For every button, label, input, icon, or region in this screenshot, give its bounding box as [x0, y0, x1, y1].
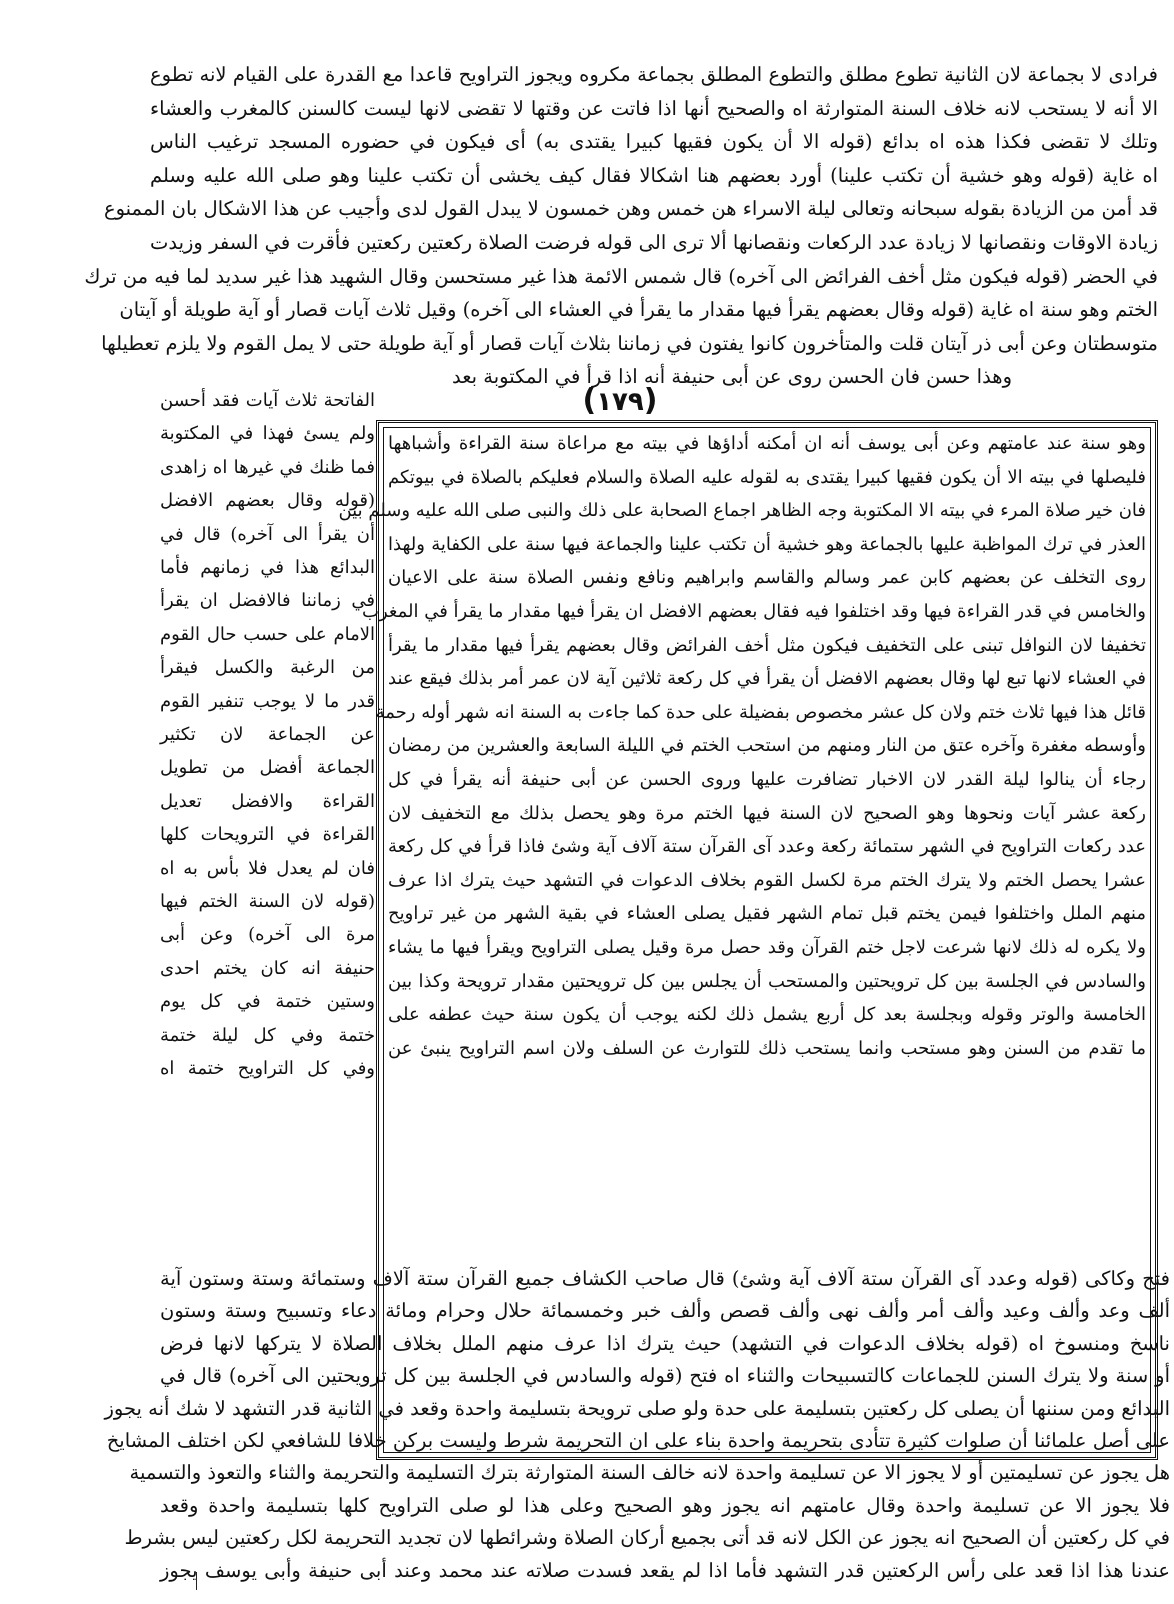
- side-text-line: أن يقرأ الى آخره) قال في: [160, 523, 375, 545]
- main-text-line: ولا يكره له ذلك لانها شرعت لاجل ختم القرآن وقد حصل مرة وقيل يصلى التراويح ويقرأ فيها ما يشاء: [388, 937, 1146, 958]
- main-text-line: وهو سنة عند عامتهم وعن أبى يوسف أنه ان أمكنه أداؤها في بيته مع مراعاة سنة القراءة وأشباهها: [388, 433, 1146, 454]
- top-text-line: في الحضر (قوله فيكون مثل أخف الفرائض الى آخره) قال شمس الائمة هذا غير مستحسن وقال الشهيد هذا غير سديد لما فيه من ترك: [84, 264, 1158, 288]
- main-text-line: وأوسطه مغفرة وآخره عتق من النار ومنهم من استحب الختم في الليلة السابعة والعشرين من رمضان: [388, 735, 1146, 757]
- bottom-text-line: فتح وكاكى (قوله وعدد آى القرآن ستة آلاف آية وشئ) قال صاحب الكشاف جميع القرآن ستة آلاف وستمائة وستة وستون آية: [160, 1267, 1170, 1290]
- side-text-line: (قوله لان السنة الختم فيها: [160, 891, 375, 912]
- main-text-line: والخامس في قدر القراءة فيها وقد اختلفوا فيه فقال بعضهم الافضل ان يقرأ فيها مقدار ما يقرأ في المغرب: [362, 601, 1146, 622]
- bottom-text-line: هل يجوز عن تسليمتين أو لا يجوز الا عن تسليمة واحدة لانه خالف السنة المتوارثة بترك التسليمة والتحريمة والثناء والتعوذ والتسمية: [129, 1461, 1170, 1485]
- main-text-line: العذر في ترك المواظبة عليها بالجماعة وهو خشية أن تكتب علينا والجماعة فيها سنة على الكفاية ولهذا: [388, 533, 1146, 555]
- bottom-text-line: عندنا هذا اذا قعد على رأس الركعتين قدر التشهد فأما اذا لم يقعد فسدت صلاته عند محمد وعند أبى حنيفة وأبى يوسف يجوز: [160, 1558, 1170, 1582]
- main-text-line: والسادس في الجلسة بين كل ترويحتين والمستحب أن يجلس بين كل ترويحتين مقدار ترويحة وكذا بين: [388, 970, 1146, 992]
- main-text-line: ركعة عشر آيات ونحوها وهو الصحيح لان السنة فيها الختم مرة وهو يحصل بذلك مع التخفيف لان: [388, 802, 1146, 824]
- side-text-line: وفي كل التراويح ختمة اه: [160, 1058, 375, 1079]
- top-text-line: متوسطتان وعن أبى ذر آيتان قلت والمتأخرون كانوا يفتون في زماننا بثلاث آيات قصار أو آية طويلة حتى لا يمل القوم ولا يلزم تعطيلها: [101, 331, 1158, 355]
- main-text-line: رجاء أن ينالوا ليلة القدر لان الاخبار تضافرت عليها وروى الحسن عن أبى حنيفة أنه يقرأ في كل: [388, 769, 1146, 790]
- side-text-line: ختمة وفي كل ليلة ختمة: [160, 1024, 375, 1046]
- top-text-line: قد أمن من الزيادة بقوله سبحانه وتعالى ليلة الاسراء هن خمس وهن خمسون لا يبدل القول لدى وأجيب عن هذا الاشكال بان الممنوع: [103, 197, 1158, 221]
- bottom-text-line: أو سنة ولا يترك السنن للجماعات كالتسبيحات والثناء اه فتح (قوله والسادس في الجلسة بين كل ترويحتين الى آخره) قال في: [160, 1364, 1170, 1388]
- main-text-line: فان خير صلاة المرء في بيته الا المكتوبة وجه الظاهر اجماع الصحابة على ذلك والنبى صلى الله عليه وسلم بين: [338, 500, 1146, 522]
- bottom-text-line: فلا يجوز الا عن تسليمة واحدة وقال عامتهم انه يجوز وهو الصحيح وعلى هذا لو صلى التراويح كلها بتسليمة واحدة وقعد: [160, 1493, 1170, 1517]
- main-text-line: الخامسة والوتر وقوله وبجلسة بعد كل أربع يشمل ذلك لكنه يوجب أن يكون سنة حيث عطفه على: [388, 1004, 1146, 1026]
- bottom-text-line: ناسخ ومنسوخ اه (قوله بخلاف الدعوات في التشهد) حيث يترك اذا عرف منهم الملل بخلاف الصلاة لا يتركها لانها فرض: [160, 1331, 1170, 1355]
- page-number-value: ١٧٩: [596, 387, 644, 417]
- main-text-line: عشرا يحصل الختم ولا يترك الختم مرة لكسل القوم بخلاف الدعوات في التشهد حيث يترك اذا عرف: [388, 869, 1146, 891]
- top-text-line: اه غاية (قوله وهو خشية أن تكتب علينا) أورد بعضهم هنا اشكالا فقال كيف يخشى أن تكتب علينا وهو صلى الله عليه وسلم: [150, 163, 1158, 187]
- side-text-line: البدائع هذا في زمانهم فأما: [160, 557, 375, 578]
- page-number: (١٧٩): [582, 383, 658, 418]
- bottom-text-line: في كل ركعتين أن الصحيح انه يجوز عن الكل لانه قد أتى بجميع أركان الصلاة وشرائطها لان تجديد التحريمة لكل ركعتين ليس بشرط: [124, 1526, 1170, 1550]
- side-text-line: فما ظنك في غيرها اه زاهدى: [160, 456, 375, 478]
- main-text-line: فليصلها في بيته الا أن يكون فقيها كبيرا يقتدى به لقوله عليه الصلاة والسلام فعليكم بالصلاة في بيوتكم: [388, 466, 1146, 488]
- side-text-line: من الرغبة والكسل فيقرأ: [160, 657, 375, 679]
- top-text-line: زيادة الاوقات ونقصانها لا زيادة عدد الركعات ونقصانها ألا ترى الى قوله فرضت الصلاة ركعتين ركعتين فأقرت في السفر وزيدت: [150, 231, 1158, 254]
- side-text-line: في زماننا فالافضل ان يقرأ: [160, 590, 375, 612]
- side-text-line: قدر ما لا يوجب تنفير القوم: [160, 690, 375, 712]
- scan-mark: [196, 1572, 201, 1590]
- main-text-line: منهم الملل واختلفوا فيمن يختم قبل تمام الشهر فقيل يصلى العشاء في بقية الشهر من غير تراويح: [388, 903, 1146, 925]
- bottom-text-line: البدائع ومن سننها أن يصلى كل ركعتين بتسليمة على حدة ولو صلى ترويحة بتسليمة واحدة وقعد في الثانية قدر التشهد لا شك أنه يجوز: [104, 1396, 1170, 1420]
- main-text-line: تخفيفا لان النوافل تبنى على التخفيف فيكون مثل أخف الفرائض وقال بعضهم يقرأ فيها مقدار ما يقرأ: [388, 634, 1146, 656]
- side-text-line: الامام على حسب حال القوم: [160, 623, 375, 645]
- bottom-text-line: على أصل علمائنا أن صلوات كثيرة تتأدى بتحريمة واحدة بناء على ان التحريمة شرط وليست بركن خلافا للشافعي لكن اختلف المشايخ: [106, 1429, 1170, 1452]
- side-text-line: القراءة والافضل تعديل: [160, 790, 375, 812]
- top-text-line: الا أنه لا يستحب لانه خلاف السنة المتوارثة اه والصحيح أنها اذا فاتت عن وقتها لا تقضى لانها ليست كالسنن كالمغرب والعشاء: [150, 96, 1158, 120]
- side-text-line: (قوله وقال بعضهم الافضل: [160, 490, 375, 512]
- main-text-line: ما تقدم من السنن وهو مستحب وانما يستحب ذلك للتوارث عن السلف ولان اسم التراويح ينبئ عن: [388, 1037, 1146, 1059]
- top-text-line: وتلك لا تقضى فكذا هذه اه بدائع (قوله الا أن يكون فقيها كبيرا يقتدى به) أى فيكون في حضوره المسجد ترغيب الناس: [150, 130, 1158, 154]
- main-text-line: روى التخلف عن بعضهم كابن عمر وسالم والقاسم وابراهيم ونافع ونفس الصلاة سنة على الاعيان: [388, 567, 1146, 589]
- side-text-line: القراءة في الترويحات كلها: [160, 824, 375, 846]
- top-text-line: الختم وهو سنة اه غاية (قوله وقال بعضهم يقرأ فيها مقدار ما يقرأ في العشاء الى آخره) وقيل ثلاث آيات قصار أو آية طويلة أو آيتان: [119, 298, 1158, 322]
- main-text-line: عدد ركعات التراويح في الشهر ستمائة ركعة وعدد آى القرآن ستة آلاف آية وشئ فاذا قرأ في كل ركعة: [388, 836, 1146, 858]
- main-text-line: في العشاء لانها تبع لها وقال بعضهم الافضل أن يقرأ في كل ركعة ثلاثين آية لان عمر أمر بذلك فيقع عند: [388, 668, 1146, 690]
- side-text-line: فان لم يعدل فلا بأس به اه: [160, 857, 375, 879]
- top-text-line: فرادى لا بجماعة لان الثانية تطوع مطلق والتطوع المطلق بجماعة مكروه ويجوز التراويح قاعدا مع القدرة على القيام لانه تطوع: [150, 63, 1158, 86]
- side-text-line: حنيفة انه كان يختم احدى: [160, 957, 375, 979]
- top-text-line: وهذا حسن فان الحسن روى عن أبى حنيفة أنه اذا قرأ في المكتوبة بعد: [451, 365, 1012, 389]
- main-text-line: قائل هذا فيها ثلاث ختم ولان كل عشر مخصوص بفضيلة على حدة كما جاءت به السنة انه شهر أوله رحمة: [375, 701, 1146, 723]
- side-text-line: الجماعة أفضل من تطويل: [160, 757, 375, 779]
- side-text-line: الفاتحة ثلاث آيات فقد أحسن: [160, 390, 375, 411]
- side-text-line: ولم يسئ فهذا في المكتوبة: [160, 423, 375, 445]
- bottom-text-line: ألف وعد وألف وعيد وألف أمر وألف نهى وألف قصص وألف خبر وخمسمائة حلال وحرام ومائة دعاء وتسبيح وستة وستون: [160, 1299, 1170, 1323]
- side-text-line: مرة الى آخره) وعن أبى: [160, 924, 375, 946]
- side-text-line: وستين ختمة في كل يوم: [160, 991, 375, 1013]
- side-text-line: عن الجماعة لان تكثير: [160, 724, 375, 745]
